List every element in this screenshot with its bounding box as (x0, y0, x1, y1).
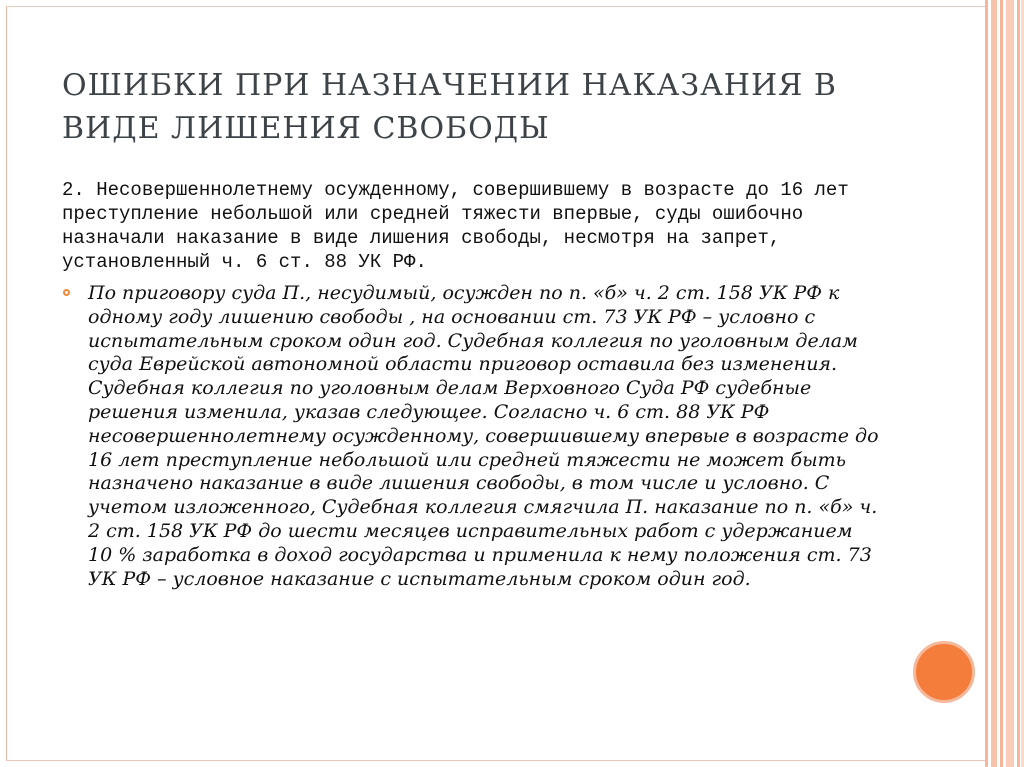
right-stripe (1000, 0, 1003, 767)
bullet-item (62, 282, 882, 591)
bottom-border-line (6, 760, 986, 761)
right-stripe (1006, 0, 1014, 767)
slide-title-line-2: ВИДЕ ЛИШЕНИЯ СВОБОДЫ (62, 111, 550, 146)
right-stripe (985, 0, 988, 767)
ring-bullet-icon (63, 289, 70, 296)
right-stripe (991, 0, 997, 767)
left-border-line (6, 6, 7, 761)
bullet-text: По приговору суда П., несудимый, осужден по п. «б» ч. 2 ст. 158 УК РФ к одному году лишению свободы , на основании ст. 73 УК РФ – условно с испытательным сроком один год. Судебная коллегия по уголовным делам суда Еврейской автономной области приговор оставила без изменения. Судебная коллегия по уголовным делам Верховного Суда РФ судебные решения изменила, указав следующее. Согласно ч. 6 ст. 88 УК РФ несовершеннолетнему осужденному, совершившему впервые в возрасте до 16 лет преступление небольшой или средней тяжести не может быть назначено наказание в виде лишения свободы, в том числе и условно. С учетом изложенного, Судебная коллегия смягчила П. наказание по п. «б» ч. 2 ст. 158 УК РФ до шести месяцев исправительных работ с удержанием 10 % заработка в доход государства и применила к нему положения ст. 73 УК РФ – условное наказание с испытательным сроком один год. (88, 282, 879, 590)
orange-circle-decoration (913, 641, 975, 703)
top-border-line (6, 6, 986, 7)
slide-title-line-1: ОШИБКИ ПРИ НАЗНАЧЕНИИ НАКАЗАНИЯ В (62, 68, 837, 103)
slide-title (62, 64, 942, 150)
right-stripe (1017, 0, 1020, 767)
intro-paragraph: 2. Несовершеннолетнему осужденному, совершившему в возрасте до 16 лет преступление небольшой или средней тяжести впервые, суды ошибочно назначали наказание в виде лишения свободы, несмотря на запрет, установленный ч. 6 ст. 88 УК РФ. (62, 179, 849, 273)
